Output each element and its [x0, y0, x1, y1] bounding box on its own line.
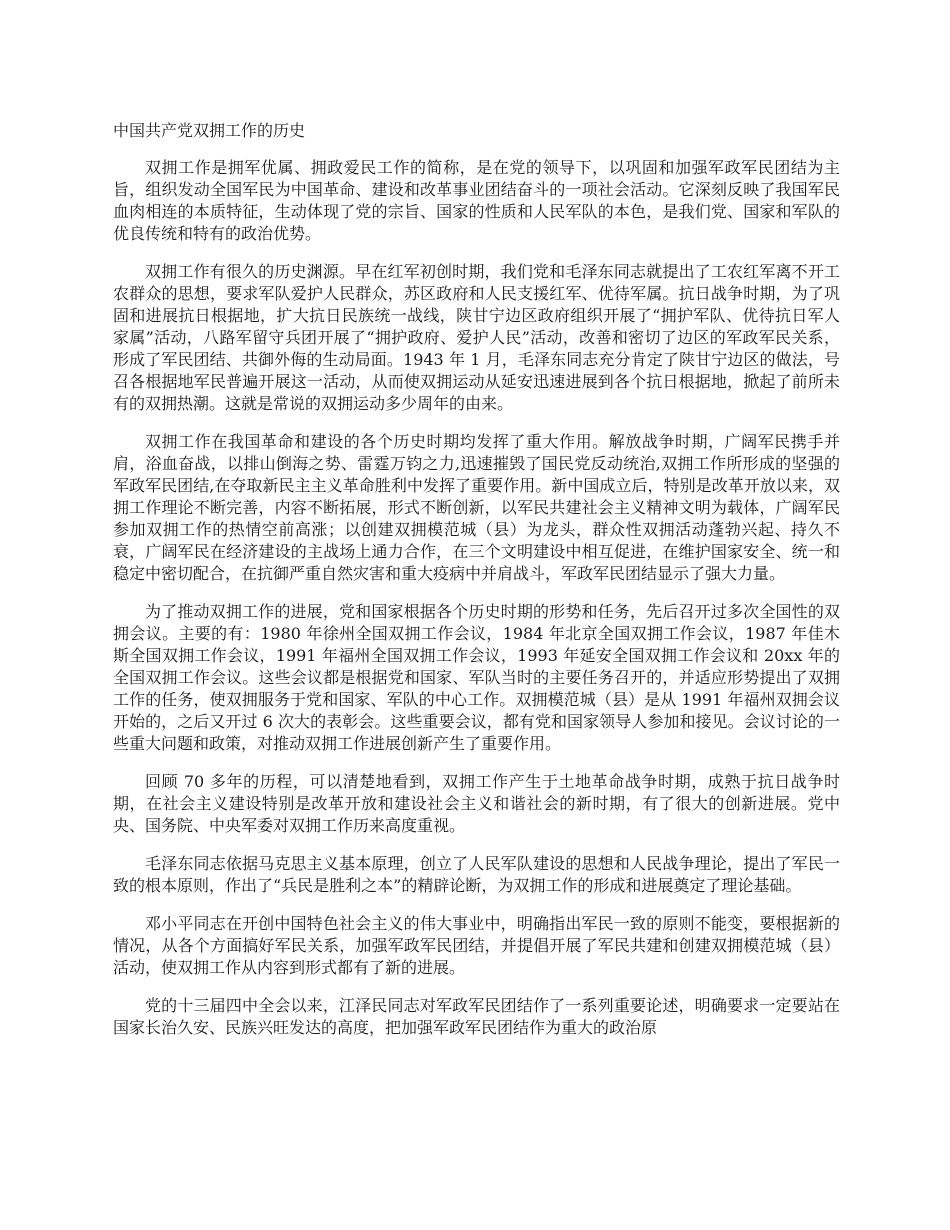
- paragraph-8: 党的十三届四中全会以来，江泽民同志对军政军民团结作了一系列重要论述，明确要求一定要站在国家长治久安、民族兴旺发达的高度，把加强军政军民团结作为重大的政治原: [113, 996, 840, 1037]
- paragraph-2: 双拥工作有很久的历史渊源。早在红军初创时期，我们党和毛泽东同志就提出了工农红军离不开工农群众的思想，要求军队爱护人民群众，苏区政府和人民支援红军、优待军属。抗日战争时期，为了巩固和进展抗日根据地，扩大抗日民族统一战线，陕甘宁边区政府组织开展了“拥护军队、优待抗日军人家属”活动，八路军留守兵团开展了“拥护政府、爱护人民”活动，改善和密切了边区的军政军民关系，形成了军民团结、共御外侮的生动局面。1943 年 1 月，毛泽东同志充分肯定了陕甘宁边区的做法，号召各根据地军民普遍开展这一活动，从而使双拥运动从延安迅速进展到各个抗日根据地，掀起了前所未有的双拥热潮。这就是常说的双拥运动多少周年的由来。: [113, 262, 840, 413]
- paragraph-1: 双拥工作是拥军优属、拥政爱民工作的简称，是在党的领导下，以巩固和加强军政军民团结为主旨，组织发动全国军民为中国革命、建设和改革事业团结奋斗的一项社会活动。它深刻反映了我国军民血肉相连的本质特征，生动体现了党的宗旨、国家的性质和人民军队的本色，是我们党、国家和军队的优良传统和特有的政治优势。: [113, 158, 840, 243]
- paragraph-4: 为了推动双拥工作的进展，党和国家根据各个历史时期的形势和任务，先后召开过多次全国性的双拥会议。主要的有：1980 年徐州全国双拥工作会议，1984 年北京全国双拥工作会议，1987 年佳木斯全国双拥工作会议，1991 年福州全国双拥工作会议，1993 年延安全国双拥工作会议和 20xx 年的全国双拥工作会议。这些会议都是根据党和国家、军队当时的主要任务召开的，并适应形势提出了双拥工作的任务，使双拥服务于党和国家、军队的中心工作。双拥模范城（县）是从 1991 年福州双拥会议开始的，之后又开过 6 次大的表彰会。这些重要会议，都有党和国家领导人参加和接见。会议讨论的一些重大问题和政策，对推动双拥工作进展创新产生了重要作用。: [113, 602, 840, 753]
- paragraph-5: 回顾 70 多年的历程，可以清楚地看到，双拥工作产生于土地革命战争时期，成熟于抗日战争时期，在社会主义建设特别是改革开放和建设社会主义和谐社会的新时期，有了很大的创新进展。党中央、国务院、中央军委对双拥工作历来高度重视。: [113, 772, 840, 835]
- paragraph-7: 邓小平同志在开创中国特色社会主义的伟大事业中，明确指出军民一致的原则不能变，要根据新的情况，从各个方面搞好军民关系，加强军政军民团结，并提倡开展了军民共建和创建双拥模范城（县）活动，使双拥工作从内容到形式都有了新的进展。: [113, 914, 840, 977]
- paragraph-3: 双拥工作在我国革命和建设的各个历史时期均发挥了重大作用。解放战争时期，广阔军民携手并肩，浴血奋战，以排山倒海之势、雷霆万钧之力,迅速摧毁了国民党反动统治,双拥工作所形成的坚强的军政军民团结,在夺取新民主主义革命胜利中发挥了重要作用。新中国成立后，特别是改革开放以来，双拥工作理论不断完善，内容不断拓展，形式不断创新，以军民共建社会主义精神文明为载体，广阔军民参加双拥工作的热情空前高涨；以创建双拥模范城（县）为龙头，群众性双拥活动蓬勃兴起、持久不衰，广阔军民在经济建设的主战场上通力合作，在三个文明建设中相互促进，在维护国家安全、统一和稳定中密切配合，在抗御严重自然灾害和重大疫病中并肩战斗，军政军民团结显示了强大力量。: [113, 432, 840, 583]
- document-page: [113, 120, 840, 1055]
- paragraph-6: 毛泽东同志依据马克思主义基本原理，创立了人民军队建设的思想和人民战争理论，提出了军民一致的根本原则，作出了“兵民是胜利之本”的精辟论断，为双拥工作的形成和进展奠定了理论基础。: [113, 854, 840, 895]
- document-title: 中国共产党双拥工作的历史: [113, 121, 306, 140]
